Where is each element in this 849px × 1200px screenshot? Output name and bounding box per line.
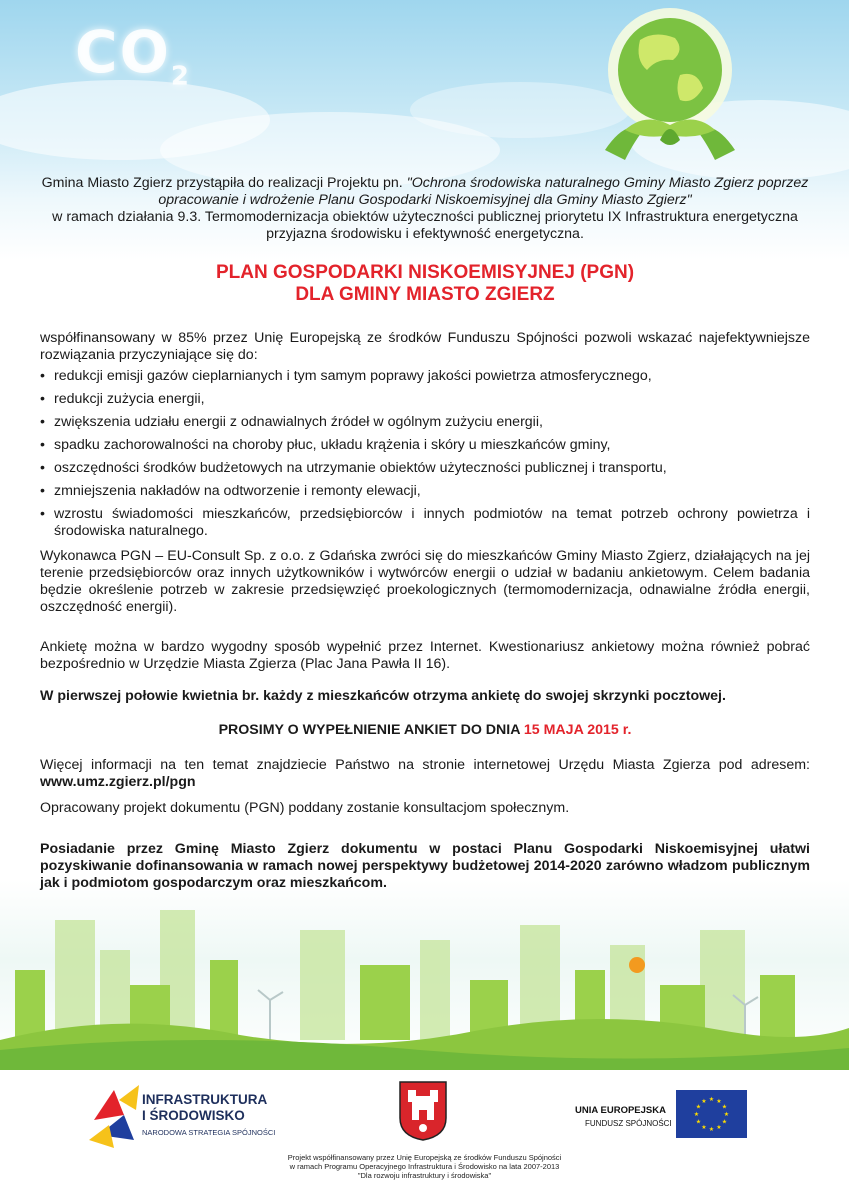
svg-text:★: ★ [708,1126,715,1133]
info-paragraph: Więcej informacji na ten temat znajdziecie Państwo na stronie internetowej Urzędu Miasta Zgierza pod adresem: www.umz.zgierz.pl/pgn [40,757,810,790]
list-item: • zmniejszenia nakładów na odtworzenie i remonty elewacji, [40,483,810,500]
title-line-2: DLA GMINY MIASTO ZGIERZ [295,284,555,305]
consultation-paragraph: Opracowany projekt dokumentu (PGN) poddany zostanie konsultacjom społecznym. [40,800,570,816]
co2-cloud-lettering: $CO_2$ [75,18,191,92]
funding-paragraph: Posiadanie przez Gminę Miasto Zgierz dokumentu w postaci Planu Gospodarki Niskoemisyjnej ułatwi pozyskiwanie dofinansowania w ramach nowej perspektywy budżetowej 2014-2020 zarówno władzom publicznym jak i podmiotom gospodarczym oraz mieszkańcom. [40,841,810,891]
eu-flag-icon [676,1090,747,1138]
list-item: • redukcji zużycia energii, [40,391,810,408]
is-logo-line-3: NARODOWA STRATEGIA SPÓJNOŚCI [142,1128,276,1137]
funding-note [0,1153,849,1180]
list-item: • oszczędności środków budżetowych na utrzymanie obiektów użyteczności publicznej i transportu, [40,460,810,477]
intro-lead-text: Gmina Miasto Zgierz przystąpiła do realizacji Projektu pn. [41,175,407,191]
svg-text:★: ★ [708,1096,715,1103]
earth-globe-icon [585,0,755,175]
svg-text:★: ★ [721,1103,728,1111]
svg-text:★: ★ [721,1118,728,1126]
benefits-lead: współfinansowany w 85% przez Unię Europejską ze środków Funduszu Spójności pozwoli wskazać najefektywniejsze rozwiązania przyczyniające się do: [40,330,810,363]
svg-text:★: ★ [695,1103,702,1111]
green-city-illustration [0,890,849,1070]
svg-text:★: ★ [701,1124,707,1131]
funding-note-line-3: "Dla rozwoju infrastruktury i środowiska" [357,1171,492,1180]
svg-text:★: ★ [695,1118,702,1126]
benefits-list [40,368,810,540]
intro-measure-text: w ramach działania 9.3. Termomodernizacja obiektów użyteczności publicznej priorytetu IX Infrastruktura energetyczna przyjazna środowisku i efektywność energetyczna. [52,209,798,242]
eu-logo-line-1: UNIA EUROPEJSKA [575,1105,666,1116]
list-item: • wzrostu świadomości mieszkańców, przedsiębiorców i innych podmiotów na temat potrzeb ochrony powietrza i środowiska naturalnego. [40,506,810,540]
list-item: • redukcji emisji gazów cieplarnianych i tym samym poprawy jakości powietrza atmosferycznego, [40,368,810,385]
title-line-1: PLAN GOSPODARKI NISKOEMISYJNEJ (PGN) [215,262,635,283]
svg-text:★: ★ [716,1098,722,1105]
is-logo-line-1: INFRASTRUKTURA [142,1092,268,1107]
zgierz-crest-icon [398,1080,448,1142]
eu-logo-line-2: FUNDUSZ SPÓJNOŚCI [585,1119,672,1128]
contractor-paragraph: Wykonawca PGN – EU-Consult Sp. z o.o. z Gdańska zwróci się do mieszkańców Gminy Miasto Zgierz, działających na jej terenie przedsiębiorców oraz innych użytkowników i wytwórców energii o udział w badaniu ankietowym. Celem badania będzie określenie potrzeb w zakresie przedsięwzięć proekologicznych (termomodernizacja, odnawialne źródła energii, oszczędność energii). [40,548,810,615]
svg-text:★: ★ [723,1111,730,1118]
page-title [40,262,810,306]
svg-text:★: ★ [716,1124,722,1131]
survey-paragraph: Ankietę można w bardzo wygodny sposób wypełnić przez Internet. Kwestionariusz ankietowy można również pobrać bezpośrednio w Urzędzie Miasta Zgierza (Plac Jana Pawła II 16). [40,639,810,672]
list-item: • spadku zachorowalności na choroby płuc, układu krążenia i skóry u mieszkańców gminy, [40,437,810,454]
project-name: "Ochrona środowiska naturalnego Gminy Miasto Zgierz poprzez opracowanie i wdrożenie Planu Gospodarki Niskoemisyjnej dla Gminy Miasto Zgierz" [158,175,809,208]
info-link[interactable]: www.umz.zgierz.pl/pgn [40,774,196,790]
is-logo-line-2: I ŚRODOWISKO [142,1108,245,1123]
april-notice: W pierwszej połowie kwietnia br. każdy z mieszkańców otrzyma ankietę do swojej skrzynki pocztowej. [40,688,726,704]
deadline-date: 15 MAJA 2015 r. [523,722,632,738]
benefits-section [40,330,810,546]
intro-paragraph [40,175,810,243]
svg-text:★: ★ [701,1098,707,1105]
deadline-notice: PROSIMY O WYPEŁNIENIE ANKIET DO DNIA 15 MAJA 2015 r. [218,722,632,738]
list-item: • zwiększenia udziału energii z odnawialnych źródeł w ogólnym zużyciu energii, [40,414,810,431]
funding-note-line-1: Projekt współfinansowany przez Unię Europejską ze środków Funduszu Spójności [287,1153,562,1162]
funding-note-line-2: w ramach Programu Operacyjnego Infrastruktura i Środowisko na lata 2007-2013 [289,1162,560,1171]
svg-text:★: ★ [693,1111,700,1118]
